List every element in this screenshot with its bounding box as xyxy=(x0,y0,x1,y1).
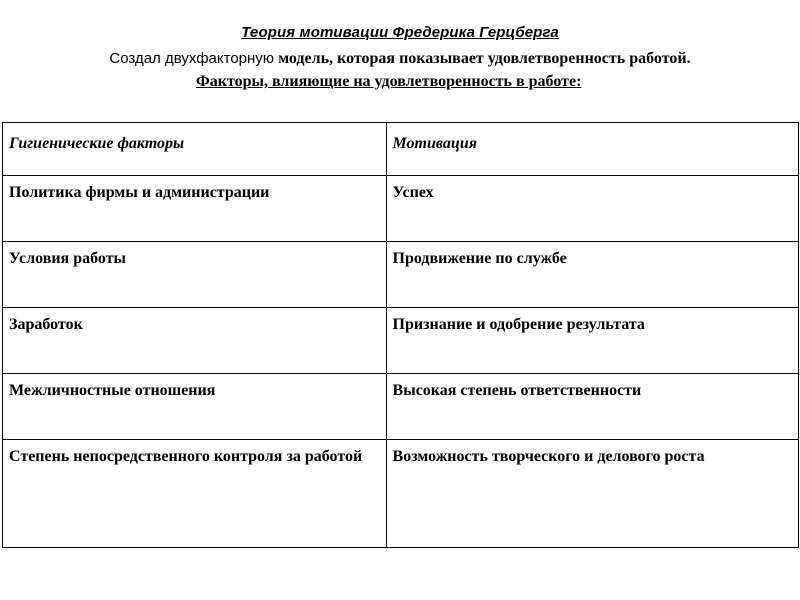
page-title: Теория мотивации Фредерика Герцберга xyxy=(241,24,559,41)
header-hygiene-factors: Гигиенические факторы xyxy=(3,123,387,176)
motivation-cell: Признание и одобрение результата xyxy=(386,308,798,374)
subtitle-rest: модель, которая показывает удовлетворенность работой. xyxy=(278,50,691,67)
section-heading: Факторы, влияющие на удовлетворенность в работе: xyxy=(196,73,582,90)
subtitle-lead: Создал двухфакторную xyxy=(109,50,279,67)
motivation-cell: Высокая степень ответственности xyxy=(386,374,798,440)
hygiene-cell: Политика фирмы и администрации xyxy=(3,176,387,242)
table-row xyxy=(3,242,799,308)
motivation-cell: Продвижение по службе xyxy=(386,242,798,308)
hygiene-cell: Условия работы xyxy=(3,242,387,308)
table-header-row xyxy=(3,123,799,176)
table-row xyxy=(3,374,799,440)
table-row xyxy=(3,440,799,548)
factors-table xyxy=(2,122,799,548)
table-row xyxy=(3,176,799,242)
motivation-cell: Успех xyxy=(386,176,798,242)
hygiene-cell: Заработок xyxy=(3,308,387,374)
hygiene-cell: Межличностные отношения xyxy=(3,374,387,440)
table-row xyxy=(3,308,799,374)
hygiene-cell: Степень непосредственного контроля за работой xyxy=(3,440,387,548)
motivation-cell: Возможность творческого и делового роста xyxy=(386,440,798,548)
subtitle xyxy=(0,50,800,68)
header-motivation: Мотивация xyxy=(386,123,798,176)
